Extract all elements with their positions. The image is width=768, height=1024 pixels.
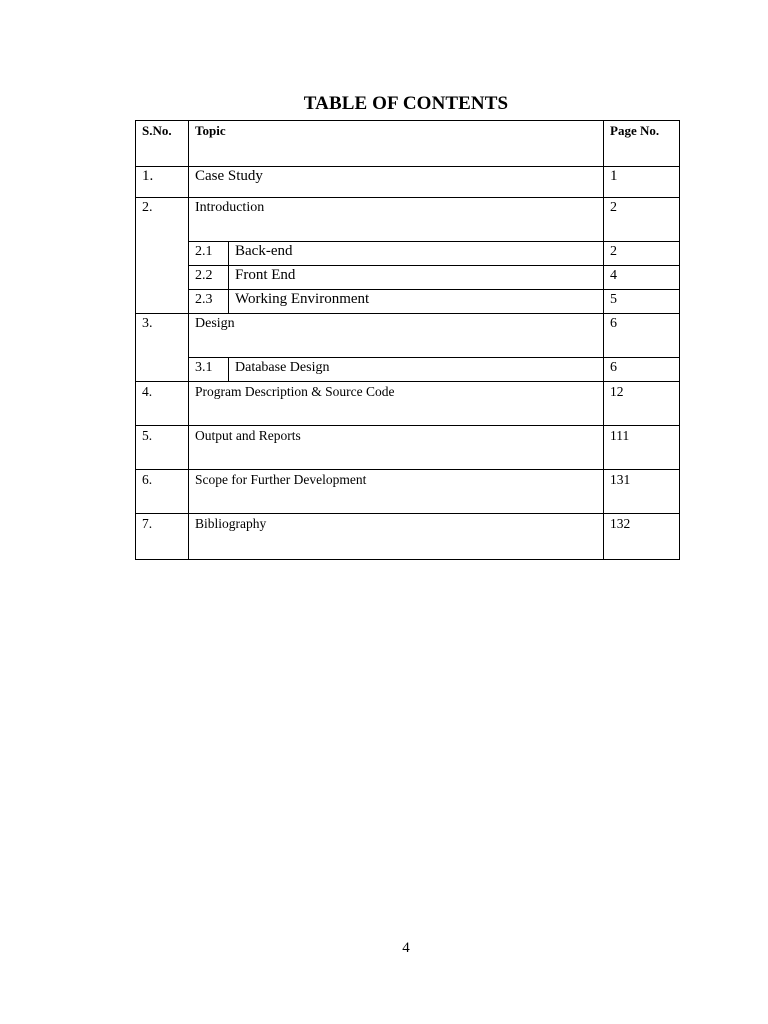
row-sno: 3. xyxy=(136,314,189,382)
row-sno: 6. xyxy=(136,470,189,514)
footer-page-number: 4 xyxy=(402,940,410,956)
row-topic: Program Description & Source Code xyxy=(189,382,604,426)
subtable-row xyxy=(136,266,680,290)
sub-topic: Front End xyxy=(229,266,604,290)
subtable-row xyxy=(136,242,680,266)
row-topic: Design xyxy=(189,314,604,358)
header-page: Page No. xyxy=(604,121,680,167)
sub-topic: Working Environment xyxy=(229,290,604,314)
header-sno: S.No. xyxy=(136,121,189,167)
row-page: 2 xyxy=(604,198,680,242)
row-topic: Bibliography xyxy=(189,514,604,560)
table-row xyxy=(136,198,680,242)
toc-table xyxy=(135,120,680,560)
page-title: TABLE OF CONTENTS xyxy=(303,93,509,114)
sub-number: 2.3 xyxy=(189,290,229,314)
row-page: 131 xyxy=(604,470,680,514)
row-topic: Case Study xyxy=(189,167,604,198)
row-page: 111 xyxy=(604,426,680,470)
sub-number: 2.2 xyxy=(189,266,229,290)
row-sno: 2. xyxy=(136,198,189,314)
sub-number: 3.1 xyxy=(189,358,229,382)
table-row xyxy=(136,514,680,560)
sub-page: 2 xyxy=(604,242,680,266)
row-sno: 1. xyxy=(136,167,189,198)
subtable-row xyxy=(136,358,680,382)
row-sno: 4. xyxy=(136,382,189,426)
sub-topic: Back-end xyxy=(229,242,604,266)
table-row xyxy=(136,167,680,198)
row-topic: Scope for Further Development xyxy=(189,470,604,514)
sub-page: 4 xyxy=(604,266,680,290)
sub-number: 2.1 xyxy=(189,242,229,266)
table-row xyxy=(136,426,680,470)
sub-page: 6 xyxy=(604,358,680,382)
table-row xyxy=(136,382,680,426)
table-header-row xyxy=(136,121,680,167)
row-topic: Output and Reports xyxy=(189,426,604,470)
row-sno: 5. xyxy=(136,426,189,470)
sub-topic: Database Design xyxy=(229,358,604,382)
row-page: 1 xyxy=(604,167,680,198)
row-page: 132 xyxy=(604,514,680,560)
table-row xyxy=(136,470,680,514)
row-page: 12 xyxy=(604,382,680,426)
header-topic: Topic xyxy=(189,121,604,167)
subtable-row xyxy=(136,290,680,314)
row-sno: 7. xyxy=(136,514,189,560)
row-page: 6 xyxy=(604,314,680,358)
sub-page: 5 xyxy=(604,290,680,314)
table-row xyxy=(136,314,680,358)
row-topic: Introduction xyxy=(189,198,604,242)
